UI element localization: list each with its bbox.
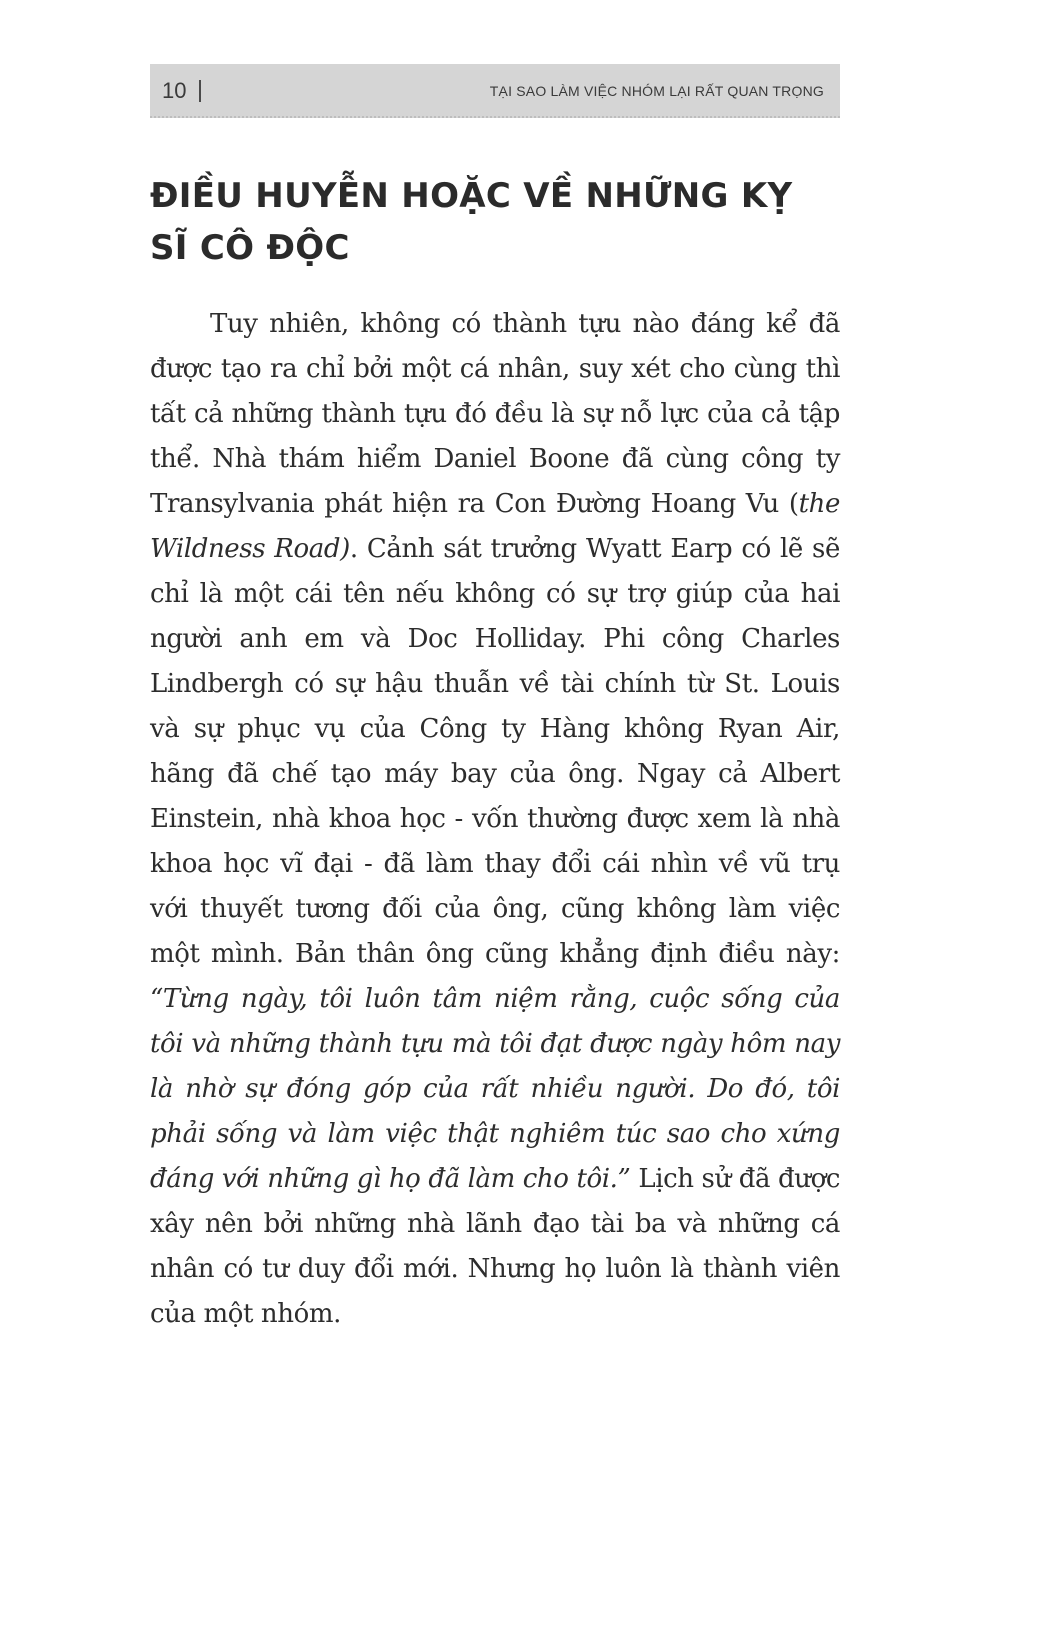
running-title: TẠI SAO LÀM VIỆC NHÓM LẠI RẤT QUAN TRỌNG bbox=[489, 83, 824, 99]
header-divider bbox=[199, 80, 201, 102]
section-heading: ĐIỀU HUYỄN HOẶC VỀ NHỮNG KỴ SĨ CÔ ĐỘC bbox=[150, 176, 793, 268]
paragraph-text-3: Lịch sử đã được xây nên bởi những nhà lãnh đạo tài ba và những cá nhân có tư duy đổi mới. Nhưng họ luôn là thành viên của một nhóm. bbox=[150, 1164, 840, 1329]
einstein-quote: “Từng ngày, tôi luôn tâm niệm rằng, cuộc sống của tôi và những thành tựu mà tôi đạt được ngày hôm nay là nhờ sự đóng góp của rất nhiều người. Do đó, tôi phải sống và làm việc thật nghiêm túc sao cho xứng đáng với những gì họ đã làm cho tôi.” bbox=[150, 984, 840, 1194]
italic-title: the Wildness Road) bbox=[150, 489, 840, 564]
paragraph-text-2: . Cảnh sát trưởng Wyatt Earp có lẽ sẽ chỉ là một cái tên nếu không có sự trợ giúp của hai người anh em và Doc Holliday. Phi công Charles Lindbergh có sự hậu thuẫn về tài chính từ St. Louis và sự phục vụ của Công ty Hàng không Ryan Air, hãng đã chế tạo máy bay của ông. Ngay cả Albert Einstein, nhà khoa học - vốn thường được xem là nhà khoa học vĩ đại - đã làm thay đổi cái nhìn về vũ trụ với thuyết tương đối của ông, cũng không làm việc một mình. Bản thân ông cũng khẳng định điều này: bbox=[150, 534, 840, 969]
page-number: 10 bbox=[162, 78, 187, 103]
paragraph-text-1: Tuy nhiên, không có thành tựu nào đáng kể đã được tạo ra chỉ bởi một cá nhân, suy xét cho cùng thì tất cả những thành tựu đó đều là sự nỗ lực của cả tập thể. Nhà thám hiểm Daniel Boone đã cùng công ty Transylvania phát hiện ra Con Đường Hoang Vu ( bbox=[150, 309, 840, 519]
body-paragraph bbox=[150, 302, 840, 1337]
running-header bbox=[150, 64, 840, 118]
